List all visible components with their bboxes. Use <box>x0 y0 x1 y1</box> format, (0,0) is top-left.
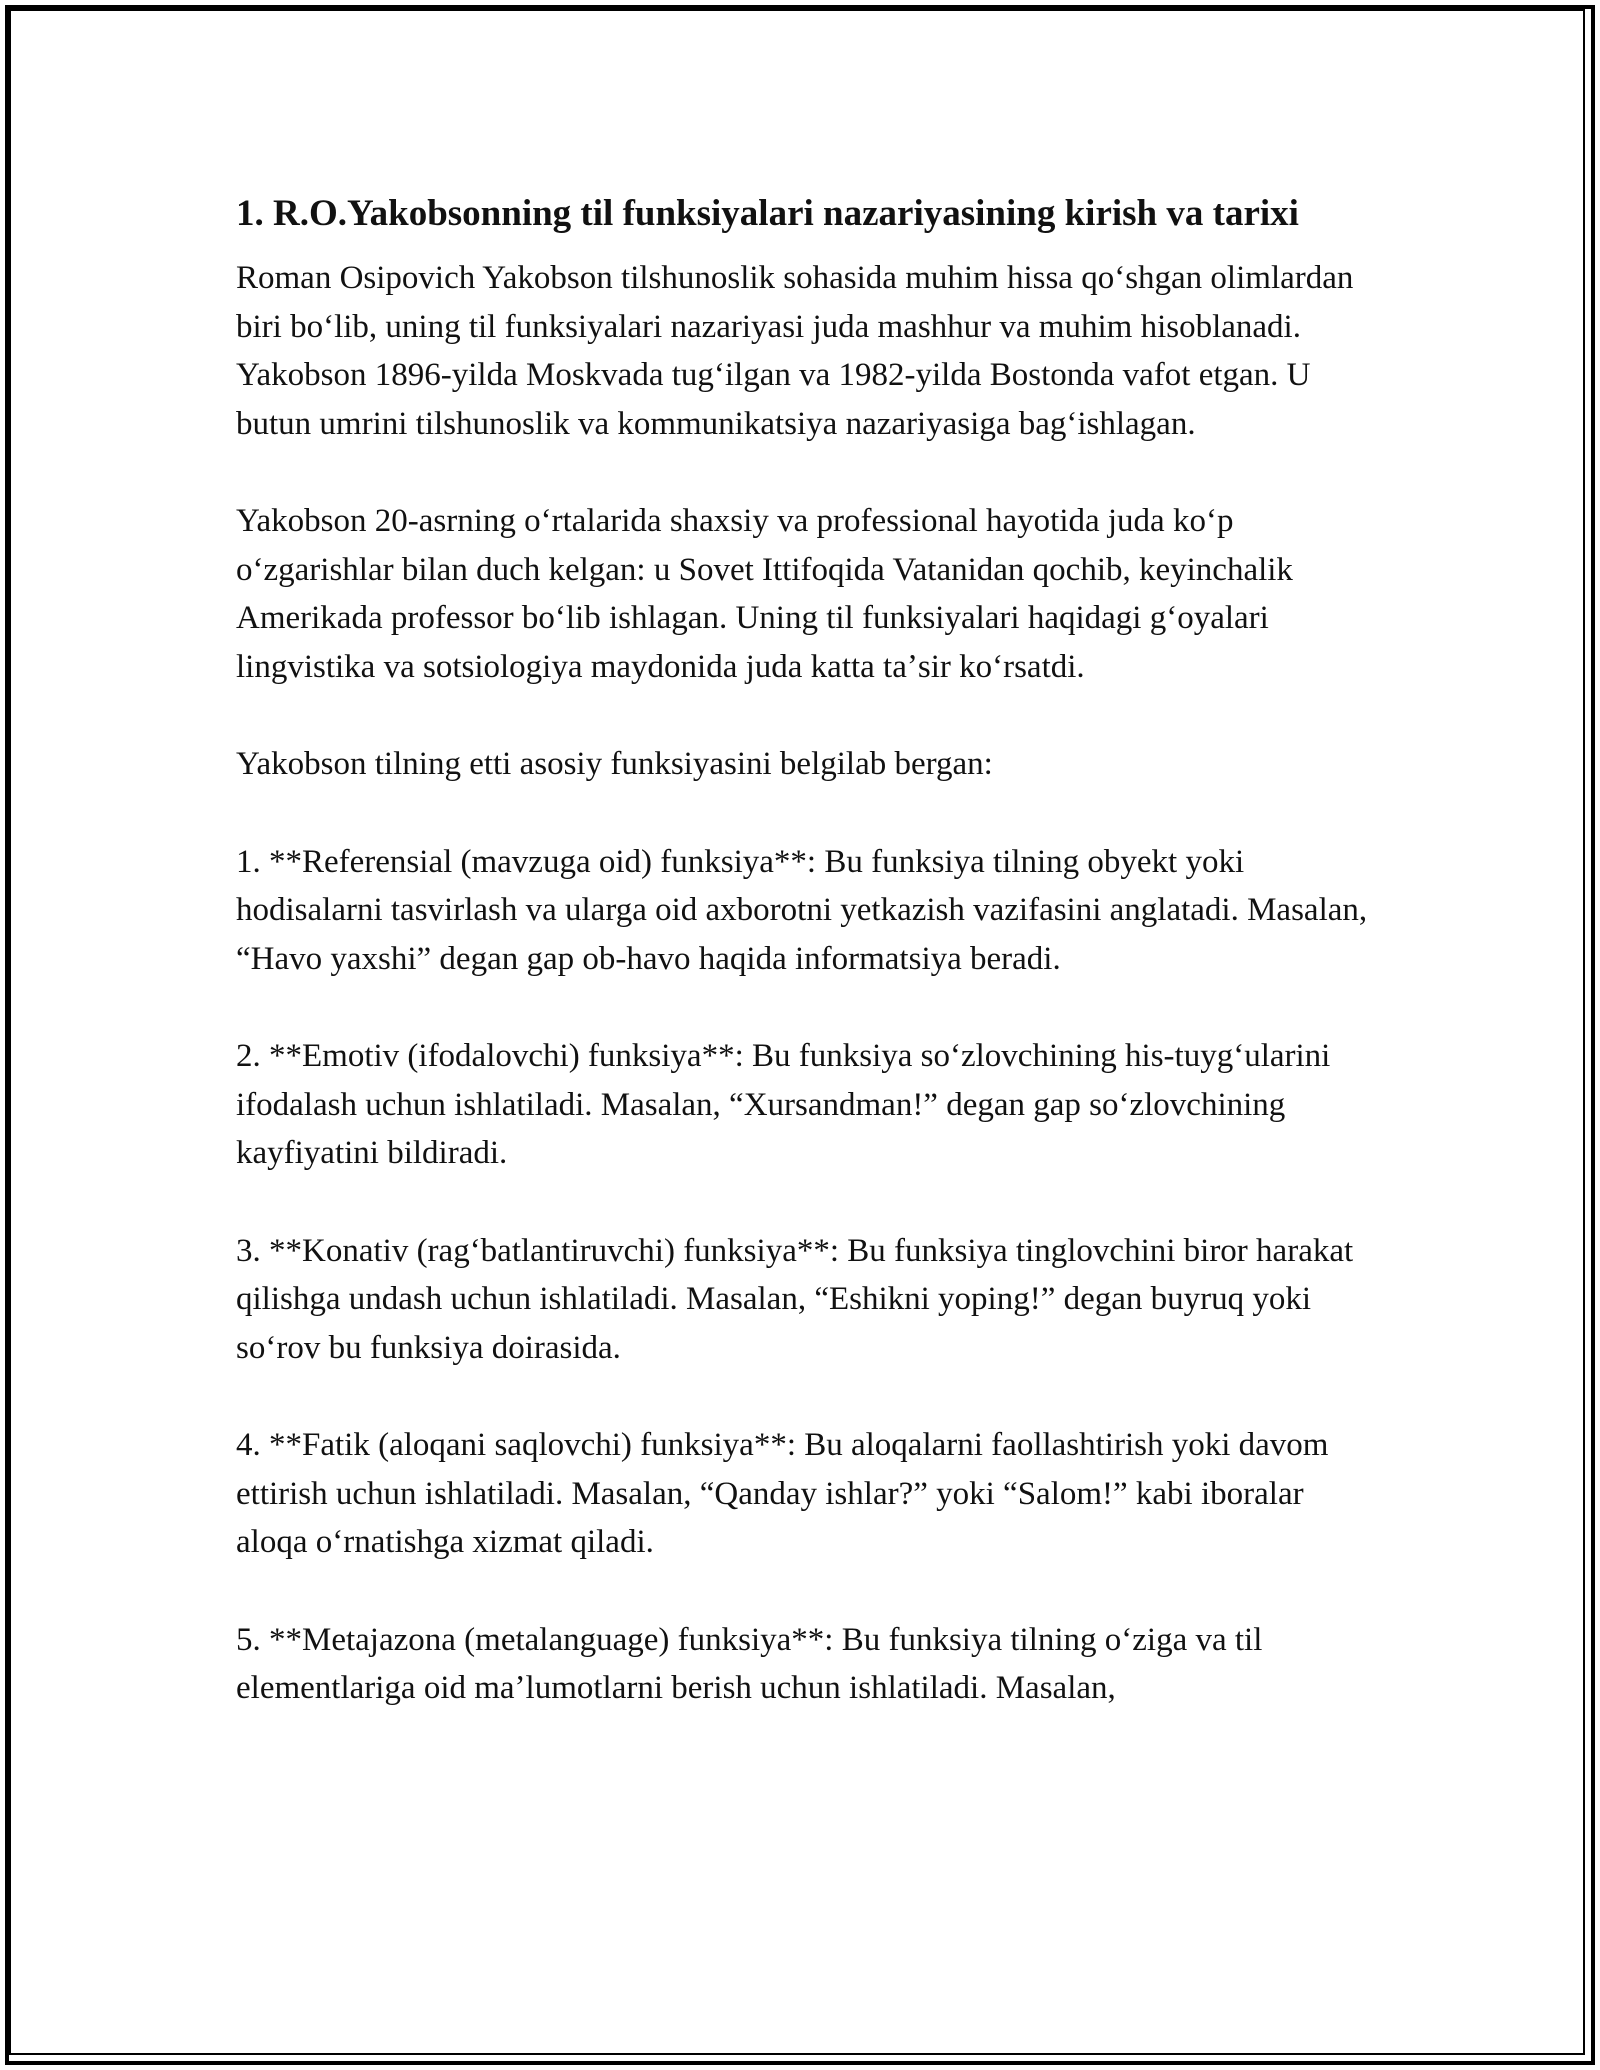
paragraph-functions-intro: Yakobson tilning etti asosiy funksiyasini belgilab bergan: <box>236 746 993 782</box>
list-item-referential: 1. **Referensial (mavzuga oid) funksiya**: Bu funksiya tilning obyekt yoki hodisalarni tasvirlash va ularga oid axborotni yetkazish vazifasini anglatadi. Masalan, “Havo yaxshi” degan gap ob-havo haqida informatsiya beradi. <box>236 843 1368 977</box>
document-page <box>236 186 1371 1713</box>
list-item-phatic: 4. **Fatik (aloqani saqlovchi) funksiya**: Bu aloqalarni faollashtirish yoki davom ettirish uchun ishlatiladi. Masalan, “Qanday ishlar?” yoki “Salom!” kabi iboralar aloqa oʻrnatishga xizmat qiladi. <box>236 1427 1329 1560</box>
paragraph-intro: Roman Osipovich Yakobson tilshunoslik sohasida muhim hissa qoʻshgan olimlardan biri boʻlib, uning til funksiyalari nazariyasi juda mashhur va muhim hisoblanadi. Yakobson 1896-yilda Moskvada tugʻilgan va 1982-yilda Bostonda vafot etgan. U butun umrini tilshunoslik va kommunikatsiya nazariyasiga bagʻishlagan. <box>236 260 1354 442</box>
list-item-conative: 3. **Konativ (ragʻbatlantiruvchi) funksiya**: Bu funksiya tinglovchini biror harakat qilishga undash uchun ishlatiladi. Masalan, “Eshikni yoping!” degan buyruq yoki soʻrov bu funksiya doirasida. <box>236 1232 1354 1366</box>
list-item-metalingual: 5. **Metajazona (metalanguage) funksiya**: Bu funksiya tilning oʻziga va til elementlariga oid maʼlumotlarni berish uchun ishlatiladi. Masalan, <box>236 1621 1263 1706</box>
list-item-emotive: 2. **Emotiv (ifodalovchi) funksiya**: Bu funksiya soʻzlovchining his-tuygʻularini ifodalash uchun ishlatiladi. Masalan, “Xursandman!” degan gap soʻzlovchining kayfiyatini bildiradi. <box>236 1038 1331 1171</box>
paragraph-biography: Yakobson 20-asrning oʻrtalarida shaxsiy va professional hayotida juda koʻp oʻzgarishlar bilan duch kelgan: u Sovet Ittifoqida Vatanidan qochib, keyinchalik Amerikada professor boʻlib ishlagan. Uning til funksiyalari haqidagi gʻoyalari lingvistika va sotsiologiya maydonida juda katta taʼsir koʻrsatdi. <box>236 503 1293 685</box>
document-title: 1. R.O.Yakobsonning til funksiyalari nazariyasining kirish va tarixi <box>236 193 1299 234</box>
